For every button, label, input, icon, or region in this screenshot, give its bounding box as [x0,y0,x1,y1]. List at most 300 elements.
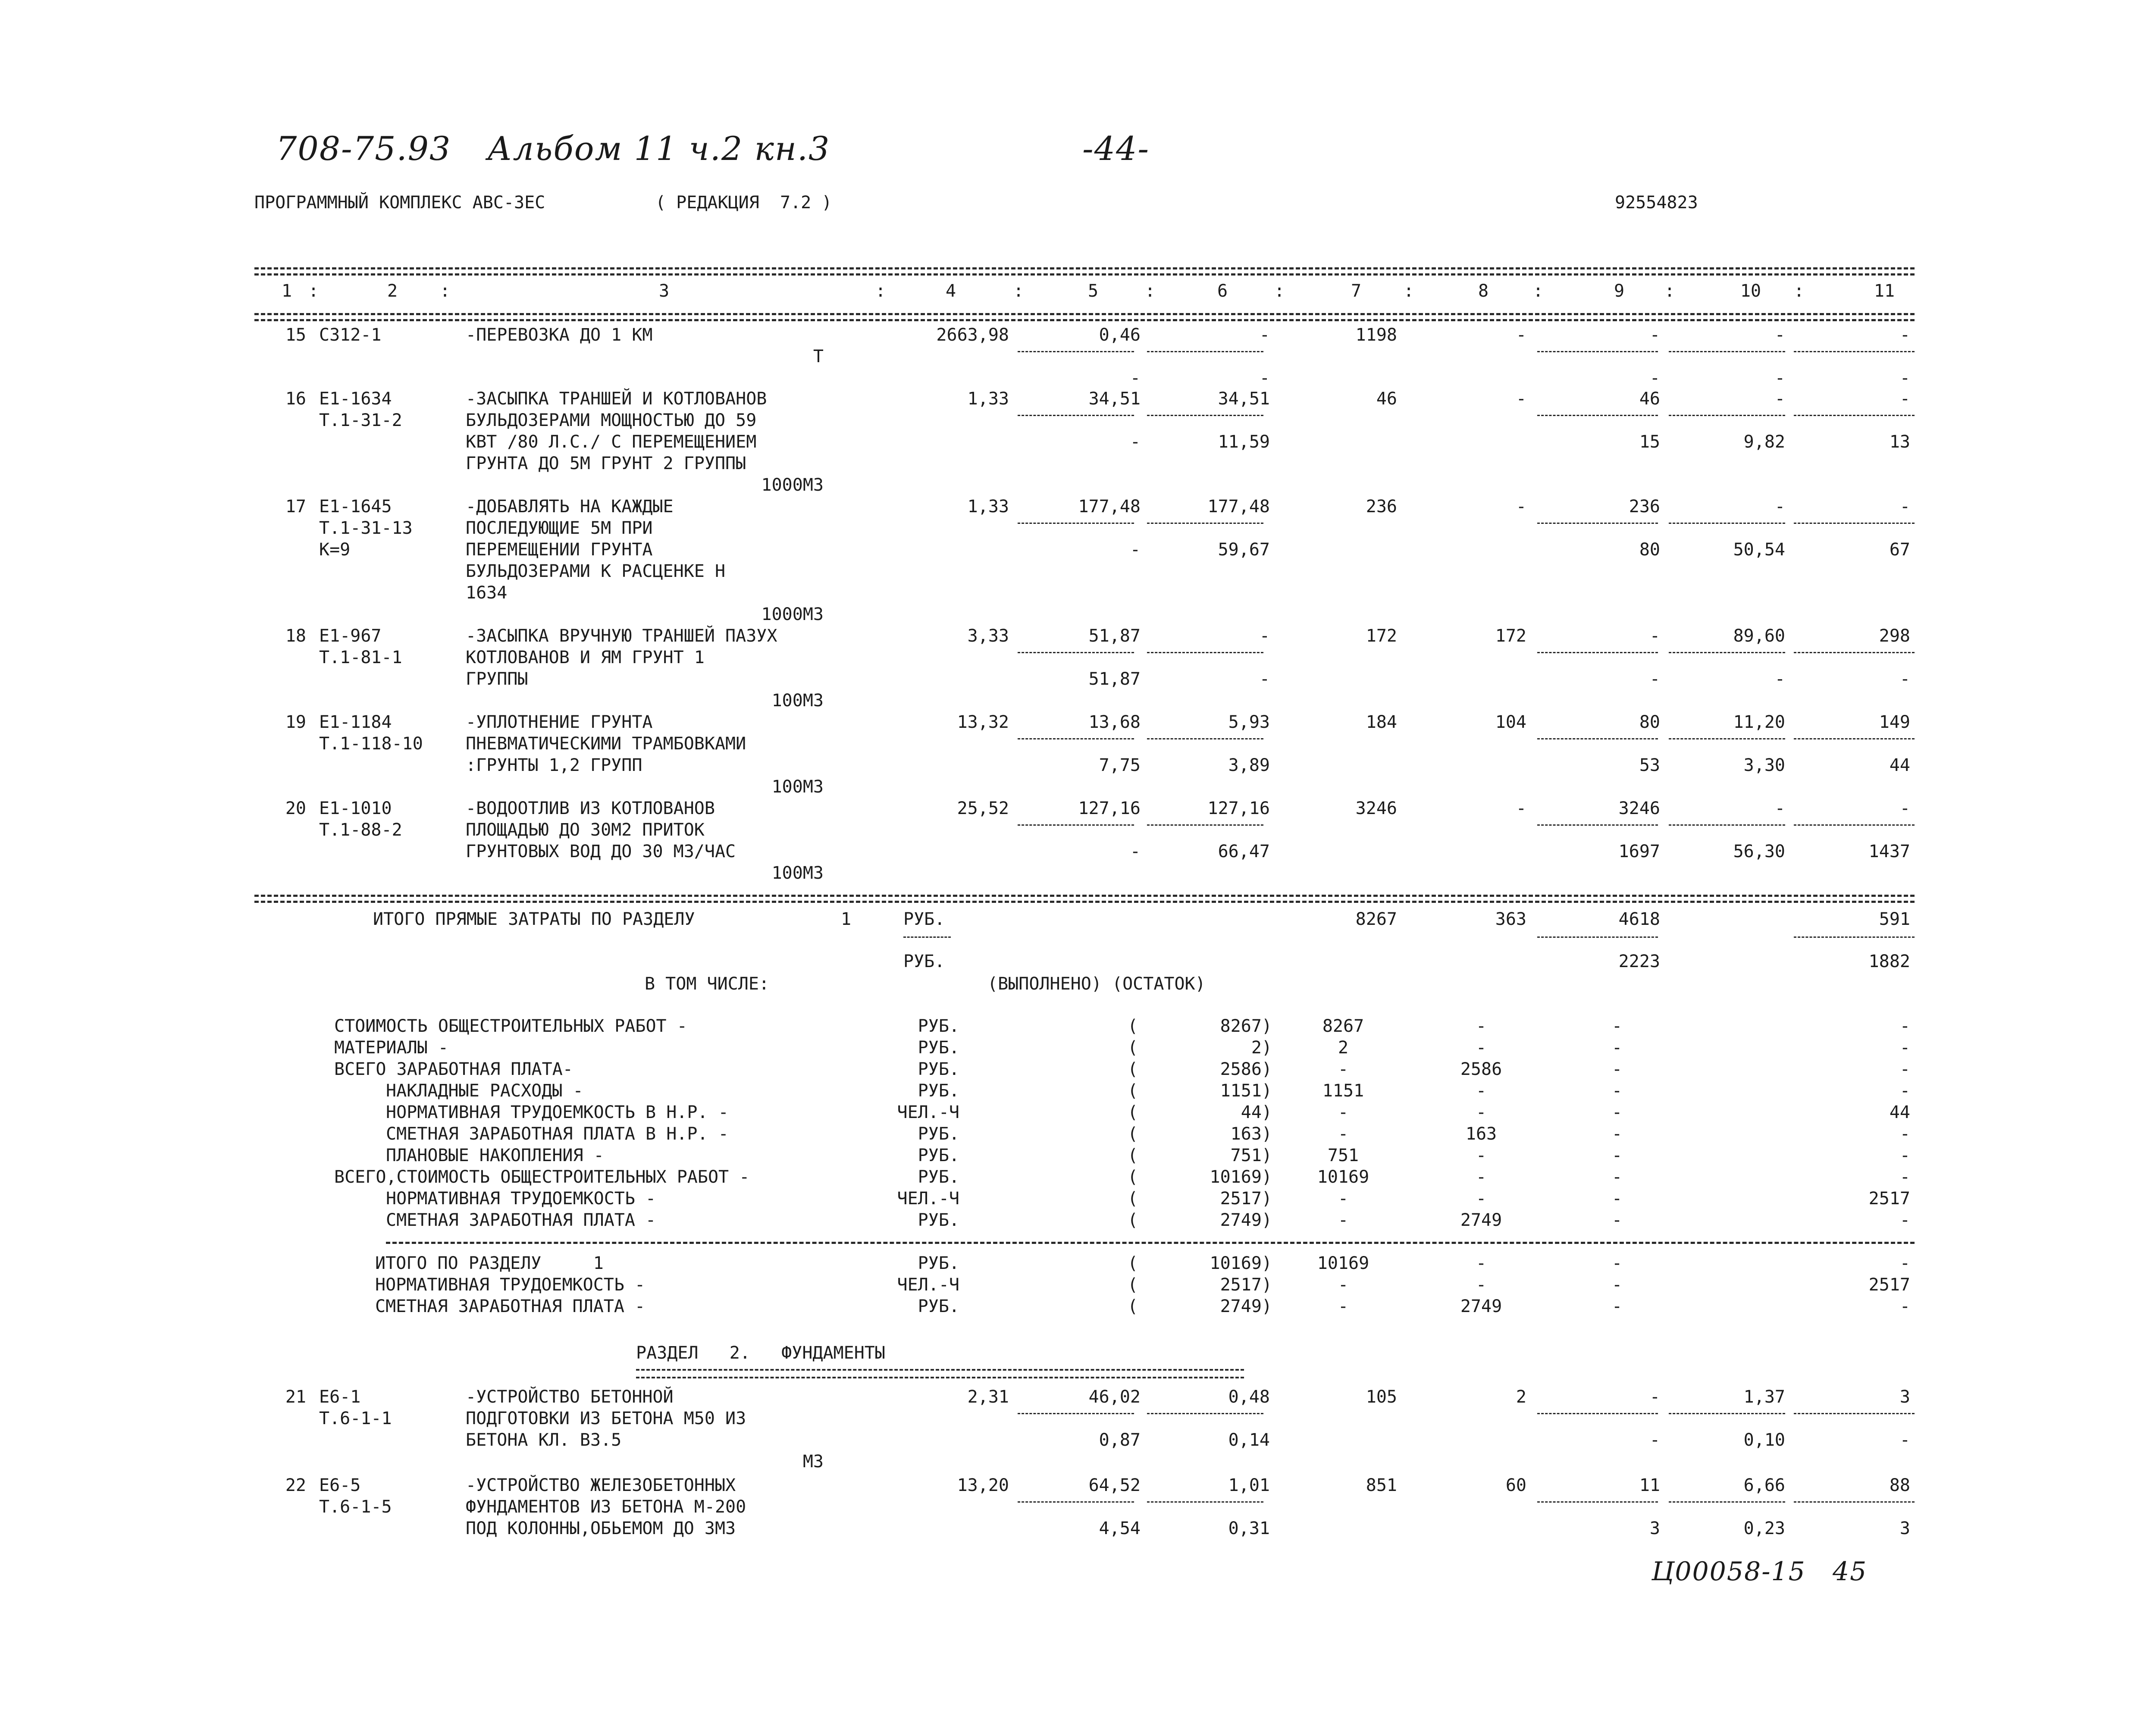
column-header-11: 11 [1874,281,1895,301]
row-subdivider [1018,652,1134,653]
section-total-unit: РУБ. [918,1253,959,1273]
breakdown-label: НАКЛАДНЫЕ РАСХОДЫ - [386,1081,583,1101]
totals-c11: 591 [1879,909,1910,929]
breakdown-c8: - [1476,1016,1487,1036]
row-c8: 104 [1495,712,1526,732]
row-description: ПОДГОТОВКИ ИЗ БЕТОНА М50 ИЗ [466,1409,746,1428]
breakdown-c9: - [1611,1016,1623,1036]
row-subdivider [1669,824,1785,826]
row-c10: 6,66 [1743,1475,1785,1495]
breakdown-c8: - [1476,1081,1487,1101]
row-sub10: 50,54 [1733,540,1785,560]
breakdown-label: МАТЕРИАЛЫ - [334,1038,448,1058]
row-c6: - [1259,325,1270,345]
row-sub5: - [1130,842,1141,861]
row-subdivider [1018,824,1134,826]
row-sub10: 56,30 [1733,842,1785,861]
row-description: ГРУНТОВЫХ ВОД ДО 30 М3/ЧАС [466,842,736,861]
breakdown-label: НОРМАТИВНАЯ ТРУДОЕМКОСТЬ - [386,1189,656,1209]
row-number: 22 [285,1475,306,1495]
row-c9: - [1649,626,1660,646]
row-unit: 100М3 [771,863,824,883]
row-subdivider [1794,652,1915,653]
row-code: Е6-1 [319,1387,361,1407]
row-sub5: 51,87 [1088,669,1141,689]
column-separator: : [1145,281,1156,301]
totals-label: ИТОГО ПРЯМЫЕ ЗАТРАТЫ ПО РАЗДЕЛУ [373,909,695,929]
program-revision: ( РЕДАКЦИЯ 7.2 ) [655,193,832,213]
row-c11: - [1899,799,1910,818]
column-header-1: 1 [281,281,292,301]
column-separator: : [440,281,451,301]
row-sub5: 4,54 [1099,1519,1141,1538]
breakdown-unit: ЧЕЛ.-Ч [897,1102,959,1122]
row-subdivider [1669,1501,1785,1503]
breakdown-c8: - [1476,1167,1487,1187]
breakdown-c7: - [1338,1124,1349,1144]
row-c10: - [1774,497,1785,517]
breakdown-unit: РУБ. [918,1059,959,1079]
row-qty: 13,32 [957,712,1009,732]
handwritten-sheet: 45 [1833,1557,1868,1587]
row-number: 19 [285,712,306,732]
row-c9: 11 [1639,1475,1660,1495]
row-c11: - [1899,325,1910,345]
section-total-c8: - [1476,1275,1487,1295]
row-sub5: - [1130,368,1141,388]
row-c5: 13,68 [1088,712,1141,732]
breakdown-unit: РУБ. [918,1210,959,1230]
row-description: ПОСЛЕДУЮЩИЕ 5М ПРИ [466,518,653,538]
column-header-5: 5 [1087,281,1099,301]
row-c6: 127,16 [1207,799,1270,818]
row-description: ПЕРЕМЕЩЕНИИ ГРУНТА [466,540,653,560]
row-sub10: - [1774,368,1785,388]
row-code: Т.1-118-10 [319,734,423,754]
row-subdivider [1147,415,1263,416]
row-c5: 46,02 [1088,1387,1141,1407]
row-sub11: 67 [1889,540,1910,560]
row-subdivider [1147,523,1263,524]
paren-open: ( [1128,1146,1138,1165]
including-label: В ТОМ ЧИСЛЕ: [645,974,769,994]
breakdown-c7: 10169 [1317,1167,1369,1187]
breakdown-c7: - [1338,1059,1349,1079]
row-unit: Т [813,347,824,366]
row-sub11: 3 [1899,1519,1910,1538]
totals-sub11: 1882 [1868,952,1910,971]
row-description: :ГРУНТЫ 1,2 ГРУПП [466,755,642,775]
row-subdivider [1537,351,1658,352]
breakdown-c7: 1151 [1322,1081,1364,1101]
row-c5: 0,46 [1099,325,1141,345]
row-sub9: 53 [1639,755,1660,775]
breakdown-paren-value: 2586) [1220,1059,1272,1079]
row-subdivider [1794,1501,1915,1503]
section-total-c9: - [1611,1297,1623,1316]
row-qty: 1,33 [967,389,1009,409]
breakdown-c7: 751 [1327,1146,1359,1165]
breakdown-c8: 163 [1465,1124,1497,1144]
row-c7: 851 [1366,1475,1397,1495]
row-description: ПЛОЩАДЬЮ ДО 30М2 ПРИТОК [466,820,705,840]
breakdown-unit: РУБ. [918,1081,959,1101]
row-description: КОТЛОВАНОВ И ЯМ ГРУНТ 1 [466,648,705,667]
breakdown-paren-value: 2) [1251,1038,1272,1058]
row-subdivider [1018,415,1134,416]
row-c11: - [1899,497,1910,517]
row-description: -ВОДООТЛИВ ИЗ КОТЛОВАНОВ [466,799,715,818]
row-description: -ЗАСЫПКА ТРАНШЕЙ И КОТЛОВАНОВ [466,389,767,409]
breakdown-paren-value: 163) [1230,1124,1272,1144]
breakdown-paren-value: 2749) [1220,1210,1272,1230]
row-subdivider [1669,351,1785,352]
row-subdivider [1669,738,1785,739]
row-unit: М3 [802,1452,824,1472]
row-sub11: 13 [1889,432,1910,452]
row-c7: 46 [1376,389,1397,409]
row-sub10: 9,82 [1743,432,1785,452]
totals-c8: 363 [1495,909,1526,929]
row-description: ГРУНТА ДО 5М ГРУНТ 2 ГРУППЫ [466,454,746,473]
row-code: Т.1-31-13 [319,518,413,538]
row-description: БЕТОНА КЛ. В3.5 [466,1430,622,1450]
breakdown-label: ВСЕГО ЗАРАБОТНАЯ ПЛАТА- [334,1059,573,1079]
column-header-9: 9 [1614,281,1625,301]
row-description: ФУНДАМЕНТОВ ИЗ БЕТОНА М-200 [466,1497,746,1517]
breakdown-c11: 44 [1889,1102,1910,1122]
section-total-c11: 2517 [1868,1275,1910,1295]
row-sub6: - [1259,669,1270,689]
row-sub11: 44 [1889,755,1910,775]
breakdown-c8: - [1476,1038,1487,1058]
row-qty: 2663,98 [936,325,1009,345]
row-c6: 1,01 [1228,1475,1270,1495]
breakdown-c9: - [1611,1081,1623,1101]
column-header-6: 6 [1217,281,1228,301]
row-number: 15 [285,325,306,345]
row-c9: - [1649,1387,1660,1407]
row-sub9: - [1649,1430,1660,1450]
row-code: Е6-5 [319,1475,361,1495]
row-c10: 89,60 [1733,626,1785,646]
column-header-10: 10 [1740,281,1761,301]
row-code: Т.1-88-2 [319,820,402,840]
section-total-label: НОРМАТИВНАЯ ТРУДОЕМКОСТЬ - [375,1275,646,1295]
paren-open: ( [1128,1059,1138,1079]
row-description: ПНЕВМАТИЧЕСКИМИ ТРАМБОВКАМИ [466,734,746,754]
row-sub9: 80 [1639,540,1660,560]
row-sub6: 59,67 [1218,540,1270,560]
row-description: ГРУППЫ [466,669,528,689]
row-c9: 46 [1639,389,1660,409]
row-c7: 105 [1366,1387,1397,1407]
breakdown-c9: - [1611,1059,1623,1079]
breakdown-c7: - [1338,1189,1349,1209]
section-total-c8: 2749 [1460,1297,1502,1316]
row-unit: 100М3 [771,691,824,711]
row-sub9: - [1649,669,1660,689]
section-total-paren-value: 2517) [1220,1275,1272,1295]
breakdown-c8: - [1476,1146,1487,1165]
row-sub6: - [1259,368,1270,388]
row-code: Е1-1184 [319,712,392,732]
totals-unit-underline [903,936,951,938]
section-total-paren-value: 10169) [1210,1253,1272,1273]
row-subdivider [1537,824,1658,826]
breakdown-unit: РУБ. [918,1038,959,1058]
row-code: Т.1-31-2 [319,410,402,430]
section-total-c7: - [1338,1275,1349,1295]
row-description: -ДОБАВЛЯТЬ НА КАЖДЫЕ [466,497,674,517]
row-c6: - [1259,626,1270,646]
totals-sub9: 2223 [1618,952,1660,971]
row-c7: 1198 [1355,325,1397,345]
breakdown-c11: 2517 [1868,1189,1910,1209]
breakdown-c11: - [1899,1146,1910,1165]
breakdown-label: СМЕТНАЯ ЗАРАБОТНАЯ ПЛАТА - [386,1210,656,1230]
row-sub11: 1437 [1868,842,1910,861]
row-c6: 0,48 [1228,1387,1270,1407]
program-name: ПРОГРАММНЫЙ КОМПЛЕКС АВС-3ЕС [254,193,545,213]
paren-open: ( [1128,1124,1138,1144]
breakdown-c11: - [1899,1016,1910,1036]
row-c5: 34,51 [1088,389,1141,409]
row-subdivider [1794,1413,1915,1414]
row-description: КВТ /80 Л.С./ С ПЕРЕМЕЩЕНИЕМ [466,432,757,452]
row-c11: 88 [1889,1475,1910,1495]
row-subdivider [1537,415,1658,416]
header-bottom-border-2 [254,319,1915,321]
row-c5: 64,52 [1088,1475,1141,1495]
row-sub9: 3 [1649,1519,1660,1538]
column-header-7: 7 [1351,281,1362,301]
row-qty: 3,33 [967,626,1009,646]
totals-section: 1 [841,909,852,929]
row-subdivider [1794,415,1915,416]
section-total-divider [386,1242,1915,1244]
breakdown-c7: - [1338,1210,1349,1230]
row-subdivider [1018,523,1134,524]
paren-open: ( [1128,1038,1138,1058]
totals-c11-underline [1794,936,1915,938]
row-subdivider [1018,1501,1134,1503]
row-code: Т.6-1-1 [319,1409,392,1428]
paren-open: ( [1128,1253,1138,1273]
breakdown-unit: РУБ. [918,1167,959,1187]
row-sub11: - [1899,1430,1910,1450]
row-c11: 3 [1899,1387,1910,1407]
row-sub10: 0,23 [1743,1519,1785,1538]
row-qty: 25,52 [957,799,1009,818]
paren-open: ( [1128,1275,1138,1295]
breakdown-c9: - [1611,1210,1623,1230]
row-subdivider [1537,738,1658,739]
breakdown-unit: РУБ. [918,1146,959,1165]
row-code: С312-1 [319,325,382,345]
column-header-4: 4 [945,281,956,301]
paren-open: ( [1128,1297,1138,1316]
breakdown-paren-value: 44) [1241,1102,1272,1122]
row-sub9: 15 [1639,432,1660,452]
row-sub11: - [1899,669,1910,689]
row-sub10: - [1774,669,1785,689]
row-code: Е1-967 [319,626,382,646]
row-c6: 177,48 [1207,497,1270,517]
breakdown-c9: - [1611,1038,1623,1058]
breakdown-c8: 2749 [1460,1210,1502,1230]
section-total-c8: - [1476,1253,1487,1273]
row-sub10: 0,10 [1743,1430,1785,1450]
row-c9: 236 [1629,497,1660,517]
row-c5: 51,87 [1088,626,1141,646]
row-description: ПОД КОЛОННЫ,ОБЬЕМОМ ДО 3М3 [466,1519,736,1538]
breakdown-c11: - [1899,1210,1910,1230]
row-sub6: 66,47 [1218,842,1270,861]
document-number: 92554823 [1615,193,1698,213]
section-total-label: ИТОГО ПО РАЗДЕЛУ 1 [375,1253,604,1273]
row-sub6: 0,31 [1228,1519,1270,1538]
row-subdivider [1537,652,1658,653]
row-c8: - [1516,325,1526,345]
breakdown-unit: РУБ. [918,1124,959,1144]
row-c7: 3246 [1355,799,1397,818]
row-code: Е1-1634 [319,389,392,409]
breakdown-paren-value: 751) [1230,1146,1272,1165]
row-c10: - [1774,799,1785,818]
row-description: 1634 [466,583,508,603]
row-c8: 172 [1495,626,1526,646]
breakdown-label: СТОИМОСТЬ ОБЩЕСТРОИТЕЛЬНЫХ РАБОТ - [334,1016,687,1036]
breakdown-c8: 2586 [1460,1059,1502,1079]
row-c6: 5,93 [1228,712,1270,732]
breakdown-label: ПЛАНОВЫЕ НАКОПЛЕНИЯ - [386,1146,604,1165]
breakdown-c8: - [1476,1189,1487,1209]
column-header-2: 2 [387,281,398,301]
breakdown-c9: - [1611,1189,1623,1209]
row-description: -ЗАСЫПКА ВРУЧНУЮ ТРАНШЕЙ ПАЗУХ [466,626,777,646]
breakdown-c11: - [1899,1124,1910,1144]
breakdown-c7: 2 [1338,1038,1349,1058]
breakdown-c9: - [1611,1102,1623,1122]
row-c8: 2 [1516,1387,1526,1407]
totals-unit: РУБ. [903,909,945,929]
row-sub10: 3,30 [1743,755,1785,775]
breakdown-paren-value: 8267) [1220,1016,1272,1036]
row-sub9: 1697 [1618,842,1660,861]
breakdown-c9: - [1611,1167,1623,1187]
row-c8: 60 [1505,1475,1526,1495]
row-sub6: 0,14 [1228,1430,1270,1450]
row-number: 20 [285,799,306,818]
breakdown-paren-value: 1151) [1220,1081,1272,1101]
handwritten-code: 708-75.93 [276,129,451,168]
row-qty: 2,31 [967,1387,1009,1407]
row-subdivider [1018,738,1134,739]
row-subdivider [1537,1501,1658,1503]
row-sub11: - [1899,368,1910,388]
row-subdivider [1147,824,1263,826]
row-subdivider [1537,523,1658,524]
row-description: БУЛЬДОЗЕРАМИ К РАСЦЕНКЕ Н [466,561,726,581]
row-unit: 1000М3 [761,604,824,624]
row-c11: - [1899,389,1910,409]
column-separator: : [875,281,886,301]
row-sub5: 0,87 [1099,1430,1141,1450]
row-subdivider [1794,523,1915,524]
row-subdivider [1018,351,1134,352]
row-code: Е1-1010 [319,799,392,818]
row-sub5: - [1130,540,1141,560]
row-qty: 13,20 [957,1475,1009,1495]
breakdown-paren-value: 10169) [1210,1167,1272,1187]
row-subdivider [1147,652,1263,653]
row-c6: 34,51 [1218,389,1270,409]
totals-c7: 8267 [1355,909,1397,929]
section-total-c11: - [1899,1253,1910,1273]
row-sub6: 11,59 [1218,432,1270,452]
row-subdivider [1794,351,1915,352]
section-2-underline [636,1369,1244,1378]
row-c5: 177,48 [1078,497,1141,517]
handwritten-album: Альбом 11 ч.2 кн.3 [487,129,830,168]
row-number: 16 [285,389,306,409]
row-description: БУЛЬДОЗЕРАМИ МОЩНОСТЬЮ ДО 59 [466,410,757,430]
section-total-unit: ЧЕЛ.-Ч [897,1275,959,1295]
row-subdivider [1669,1413,1785,1414]
row-c9: 3246 [1618,799,1660,818]
row-description: -УСТРОЙСТВО БЕТОННОЙ [466,1387,674,1407]
row-c10: - [1774,389,1785,409]
section-total-label: СМЕТНАЯ ЗАРАБОТНАЯ ПЛАТА - [375,1297,646,1316]
row-subdivider [1669,652,1785,653]
section-total-c9: - [1611,1275,1623,1295]
row-sub9: - [1649,368,1660,388]
row-c11: 298 [1879,626,1910,646]
section-total-c7: - [1338,1297,1349,1316]
section-total-unit: РУБ. [918,1297,959,1316]
column-separator: : [1404,281,1414,301]
row-c9: 80 [1639,712,1660,732]
row-c8: - [1516,497,1526,517]
section-total-paren-value: 2749) [1220,1297,1272,1316]
breakdown-c11: - [1899,1038,1910,1058]
column-separator: : [1664,281,1675,301]
row-number: 21 [285,1387,306,1407]
row-sub5: - [1130,432,1141,452]
section-total-c11: - [1899,1297,1910,1316]
breakdown-c7: 8267 [1322,1016,1364,1036]
row-c8: - [1516,389,1526,409]
row-subdivider [1669,523,1785,524]
row-number: 17 [285,497,306,517]
column-separator: : [1533,281,1544,301]
row-c9: - [1649,325,1660,345]
breakdown-c9: - [1611,1146,1623,1165]
handwritten-page-number: -44- [1082,129,1150,168]
section-total-c9: - [1611,1253,1623,1273]
breakdown-label: НОРМАТИВНАЯ ТРУДОЕМКОСТЬ В Н.Р. - [386,1102,729,1122]
paren-open: ( [1128,1189,1138,1209]
row-c7: 172 [1366,626,1397,646]
row-description: -ПЕРЕВОЗКА ДО 1 КМ [466,325,653,345]
row-subdivider [1147,738,1263,739]
row-subdivider [1794,824,1915,826]
breakdown-paren-value: 2517) [1220,1189,1272,1209]
breakdown-c11: - [1899,1167,1910,1187]
row-subdivider [1147,1413,1263,1414]
row-c10: 1,37 [1743,1387,1785,1407]
